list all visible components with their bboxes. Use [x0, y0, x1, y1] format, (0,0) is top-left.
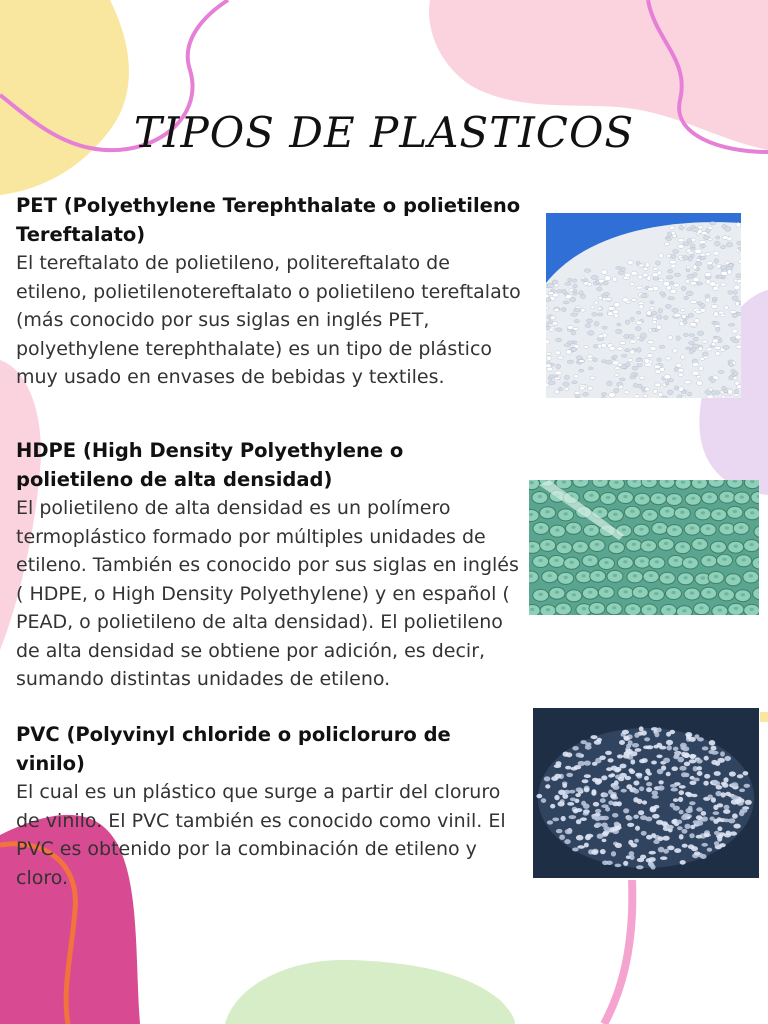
section-heading: HDPE (High Density Polyethylene o polietileno de alta densidad) [16, 439, 404, 491]
section-body: El cual es un plástico que surge a partir del cloruro de vinilo. El PVC también es conocido como vinil. El PVC es obtenido por la combinación de etileno y cloro. [16, 781, 506, 889]
section-pet [16, 192, 524, 392]
page-title: TIPOS DE PLASTICOS [133, 108, 635, 157]
section-body: El polietileno de alta densidad es un polímero termoplástico formado por múltiples unidades de etileno. También es conocido por sus siglas en inglés ( HDPE, o High Density Polyethylene) y en español ( PEAD, o polietileno de alta densidad). El polietileno de alta densidad se obtiene por adición, es decir, sumando distintas unidades de etileno. [16, 497, 519, 690]
white-pellets-photo [546, 213, 741, 398]
section-heading: PET (Polyethylene Terephthalate o polietileno Tereftalato) [16, 194, 521, 246]
clear-pellets-photo [533, 708, 759, 878]
green-blob [225, 960, 515, 1024]
section-heading: PVC (Polyvinyl chloride o policloruro de vinilo) [16, 723, 451, 775]
pink-line-bottom-right [604, 880, 632, 1024]
section-body: El tereftalato de polietileno, politereftalato de etileno, polietilenotereftalato o polietileno tereftalato (más conocido por sus siglas en inglés PET, polyethylene terephthalate) es un tipo de plástico muy usado en envases de bebidas y textiles. [16, 252, 521, 388]
green-pellets-photo [529, 480, 759, 615]
section-pvc [16, 721, 526, 892]
yellow-blob [0, 0, 129, 195]
yellow-accent [760, 712, 768, 722]
section-hdpe [16, 437, 526, 694]
